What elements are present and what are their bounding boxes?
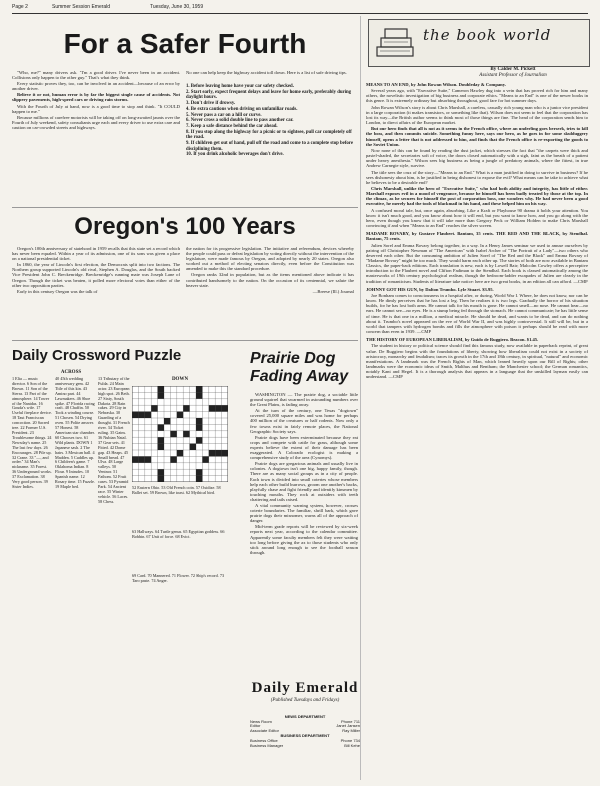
staff-role: News Room <box>250 718 272 724</box>
safer-fourth-p3: Believe it or not, human error is by far the biggest single cause of accidents. Not slippery pavements, high-speed cars or driving rain storms. <box>12 92 180 103</box>
black-square <box>158 392 164 398</box>
black-square <box>158 424 164 430</box>
review-heading-bovary: MADAME BOVARY, by Gustave Flaubert. Bantam, 35 cents. THE RED AND THE BLACK, by Stendhal. Bantam, 75 cents. <box>366 231 588 242</box>
staff-role: Business Office <box>250 737 278 743</box>
review-heading-johnny: JOHNNY GOT HIS GUN, by Dalton Trumbo. Lyle Stuart. $3.95. <box>366 286 494 292</box>
book-stack-icon <box>375 25 417 61</box>
crossword-clues-lower-left: 52 Eastern Ohio. 53 Old French coin. 57 Oxidize. 58 Ballet set. 59 Brown, like toast. 62 Mythical bird. <box>132 486 221 495</box>
book-world-logo <box>368 19 590 67</box>
staff-role: Associate Editor <box>250 727 279 733</box>
tip-item: 1. Before leaving home have your car safety checked. <box>186 84 294 89</box>
black-square <box>222 405 228 411</box>
tip-item: 5. Never pass a car on a hill or curve. <box>186 112 262 118</box>
oregon-column-1 <box>12 246 180 332</box>
black-square <box>145 412 151 418</box>
staff-row <box>250 729 360 734</box>
news-department-label: NEWS DEPARTMENT <box>284 714 326 719</box>
paper-name: Summer Session Emerald <box>52 4 111 10</box>
black-square <box>158 444 164 450</box>
oregon-c1p1: Oregon's 100th anniversary of statehood in 1959 recalls that this state set a record which has never been equaled. Within a year of its admission, one of its sons was given a place on a national presidential ticket. <box>12 246 180 262</box>
staff-box <box>250 714 360 748</box>
oregon-c1p3: Early in this century Oregon was the talk of <box>17 288 98 294</box>
black-square <box>202 456 208 462</box>
tip-item: 2. Start early, expect frequent delays and leave for home early, preferably during daylight hours. <box>186 89 352 101</box>
section-divider <box>12 340 358 341</box>
black-square <box>132 412 138 418</box>
prairie-p1: WASHINGTON — The prairie dog, a sociable little ground squirrel that swarmed in astounding numbers over the Great Plains, is fading away. <box>250 392 358 408</box>
black-square <box>196 437 202 443</box>
crossword-clues-lower-right: 69 Card. 70 Mannered. 71 Flower. 72 Ship's record. 73 Taro paste. 74 Anger. <box>132 574 225 583</box>
review-paragraph: But our hero finds that all is not as it seems in the French office, where an underling goes berserk, tries to kill the boss, and then commits suicide. Something funny here, says our hero, as he goes in for some skulduggery himself, opens a letter that is not addressed to him, and finds that the French office is re-exporting the goods to the Soviet Union. <box>366 126 588 147</box>
prairie-p4: Prairie dogs are gregarious animals and usually live in colonies. A dogtown isn't one big, happy family, though. There are as many social groups as in a city of people. Each town is divided into small coteries whose members help each other build burrows, groom one another's backs, playfully chase and fight friendly and identify kinsmen by touching mouths. They rock at outsiders with teeth chattering and tails raised. <box>250 461 358 502</box>
black-square <box>138 456 144 462</box>
review-paragraph: The student in history or political science should find this famous study, now available in paperback reprint, of great value. De Ruggiero begins with the foundations of liberty, showing how liberalism could not exist in a society of aristocracy, monarchy and feudalism; traces its growth in the 17th and 18th century, in spiritual, "natural" and economic manifestations. A landmark was the French Rights of Man, which leaned heavily upon our Bill of Rights; other landmarks were the economic ideas of Smith, Malthus and Bentham; the Manchester school; the German romantics, notably Kant and Hegel. It is a thorough analysis that appears in a language that the unskilled layman easily can understand. —CMP <box>366 343 588 380</box>
oregon-c1p2: In 1860, the year of Lincoln's first election, the Democrats split into two factions. The Northern group supported Lincoln's old rival, Stephen A. Douglas, and the South backed Vice President John C. Breckenridge. Breckenridge's running mate was Joseph Lane of Oregon. Though the ticket was beaten, it polled more electoral votes than either of the other two opposition parties. <box>12 262 180 288</box>
black-square <box>158 476 164 482</box>
black-square <box>196 424 202 430</box>
tip-item: 8. If you stop along the highway for a picnic or to sightsee, pull car completely off the road. <box>186 129 352 141</box>
black-square <box>158 437 164 443</box>
crossword-grid[interactable] <box>132 386 228 482</box>
review-paragraph: Joe Bonham comes to consciousness in a hospital after, or during, World War I. Where, he does not know, nor can he know. He dimly perceives that he has lost a leg. Then he realizes it is two legs. Gradually the horror of his situation builds, for he has lost both arms. He cannot talk for his mouth is gone. He cannot smell—no nose. He cannot hear—no ears. He cannot see—no eyes. He is a stump being fed through the stomach. He cannot communicate; he has little sense of time. He is that one in a million, a medical miracle. He should be dead, and wants to be dead, and can do nothing about it. Trumbo's novel appeared on the eve of World War II, and was highly controversial. It still will be, but in a world that tampers with hydrogen bombs and fills the atmosphere with poison it perhaps should be read with more concern than even in 1939. —CMP <box>366 292 588 335</box>
staff-name: Phone 734 <box>340 737 360 743</box>
black-square <box>196 476 202 482</box>
safer-fourth-intro: "Who, me?" many drivers ask. "I'm a good driver. I've never been in an accident. Collisions only happen to the other guy." That's what they think. <box>12 70 180 81</box>
review-paragraph: The title sees the crux of the story—"Means to an End." What is a man justified in doing to survive in business? If he sees dishonesty about him, is he justified in being dishonest to expose the evil? What means can he take to achieve what he believes to be a desirable end? <box>366 169 588 185</box>
oregon-c2p1: the nation for its progressive legislation. The initiative and referendum, devices whereby the people could pass or defeat legislation by voting directly without the intervention of the legislature, were made famous by Oregon, and adopted by nearly 20 states. Oregon also worked out a method of electing senators directly, even before the Constitution was amended to make this the standard procedure. <box>186 246 354 272</box>
safer-fourth-p4: With the Fourth of July at hand, now is a good time to stop and think. "It COULD happen to me." <box>12 103 180 114</box>
black-square <box>145 456 151 462</box>
tip-item: 3. Don't drive if drowsy. <box>186 101 236 107</box>
staff-name: Bill Kehe <box>344 742 360 748</box>
safer-fourth-p2: Every statistic proves they, too, can be involved in an accident—because of an error by another driver. <box>12 81 180 92</box>
issue-date: Tuesday, June 30, 1959 <box>150 4 204 10</box>
crossword-clues-col-1: 1 Elia — music director. 6 Son of the Brown. 11 Son of the Sierra. 13 Part of the atmosphere. 14 Tower of the Nanidas. 16 Gouda's wife. 17 Useful fireplace device. 18 Taut Franciscan concoction. 20 Sacred tree. 22 Former U.S. President. 23 Troublesome things. 24 Newsday's name. 25 The last few days. 26 Encourages. 28 Pile up. 32 Crane. 33 "—, and order." 34 Man's nickname. 35 Forest. 36 Underground works. 37 Exclamation. 38 Very good person. 39 Sister Indies. <box>12 377 52 489</box>
crossword-clues-lower-mid: 63 Hallways. 64 Turtle genus. 65 Egyptian goddess. 66 Bobbin. 67 Unit of force. 68 Evict. <box>132 530 225 539</box>
black-square <box>138 412 144 418</box>
black-square <box>158 469 164 475</box>
tip-item: 9. If children get out of hand, pull off the road and come to a complete stop before disciplining them. <box>186 141 353 152</box>
black-square <box>170 431 176 437</box>
oregon-c2p2: Oregon ranks 32nd in population, but as the items mentioned above indicate it has contributed handsomely to the nation. On the occasion of its centennial, we salute the beaver state. <box>186 272 354 288</box>
prairie-p3: Prairie dogs have been exterminated because they eat crops and compete with cattle for grass, although some experts believe the extent of their damage has been exaggerated. A Colorado ecologist is making a comprehensive study of the area (Cynomys). <box>250 434 358 461</box>
black-square <box>215 450 221 456</box>
oregon-column-2 <box>186 246 354 336</box>
tip-item: 7. Keep a safe distance behind the car ahead. <box>186 123 278 129</box>
staff-role: Business Manager <box>250 742 284 748</box>
black-square <box>196 392 202 398</box>
black-square <box>170 456 176 462</box>
prairie-dog-headline: Prairie Dog Fading Away <box>250 350 349 385</box>
masthead-subtitle: (Published Tuesdays and Fridays) <box>270 698 340 703</box>
book-world-title: the book world <box>423 26 552 44</box>
black-square <box>196 469 202 475</box>
book-world-byline-role: Assistant Professor of Journalism <box>479 73 547 78</box>
review-heading-means: MEANS TO AN END, by John Rowan Wilson. Doubleday & Company. <box>366 82 506 87</box>
prairie-dog-article <box>250 392 358 674</box>
crossword-headline: Daily Crossword Puzzle <box>12 347 182 364</box>
black-square <box>190 444 196 450</box>
prairie-p2: At the turn of the century, one Texas "dogtown" covered 25,000 square miles and was home for perhaps 400 million of the creatures or half rodents. Now only a few towns exist in fairly remote places, the National Geographic Society says. <box>250 408 358 434</box>
review-heading-history: THE HISTORY OF EUROPEAN LIBERALISM, by Guido de Ruggiero. Beacon. $1.45. <box>366 337 539 343</box>
safer-fourth-p5: Because millions of carefree motorists will be taking off on long-awaited jaunts over the Fourth of July weekend, safety consultants urge each and every driver to use extra care and caution on car-crowded streets and highways. <box>12 114 180 130</box>
down-title: DOWN <box>171 377 189 382</box>
safe-driving-tips <box>186 84 354 158</box>
review-paragraph: Chris Marshall, unlike the hero of "Executive Suite," who had both ability and integrity, has little of either. Marshall exposes evil in a mood of vengeance, because he himself has been badly treated by those at the top. In the climax, as he secures for himself the post of corporation boss, one wonders why. He had never been a good executive, he merely had the tools of blackmail in his hand, and these helped him on his way. <box>366 185 588 207</box>
black-square <box>158 386 164 392</box>
staff-row <box>250 744 360 749</box>
black-square <box>132 456 138 462</box>
black-square <box>196 386 202 392</box>
staff-name: Phone 711 <box>340 718 360 724</box>
oregon-signature: —Breese (Ill.) Journal <box>312 288 354 294</box>
black-square <box>164 418 170 424</box>
book-world-byline: By Calder M. Pickett <box>490 67 536 72</box>
review-paragraph: Now none of this can be found by reading the dust jacket, which stresses the fact that "the carpets were thick and pastel-shaded, the secretaries soft of voice, the doors closed automatically with a sigh, faint as the breath of a patient under heavy anesthesia." Wilson sees big business as being a jungle of predatory animals, where the fittest, in true Andrew Carnegie style, survive. <box>366 147 588 169</box>
staff-name: Ray Miller <box>342 727 360 733</box>
masthead <box>250 680 360 703</box>
tip-item: 4. Be extra cautious when driving on unfamiliar roads. <box>186 106 298 112</box>
review-paragraph: A confused moral tale, but, once again, absorbing. Like a Kraft or Playhouse 90 drama it holds your attention. You know it isn't much good, and you know about how it will end, but you want to know how, and you go along with the hero, even though you know that it will take more than Gregory Peck or William Holden to make Chris Marshall convincing if and when "Means to an End" reaches the silver screen. <box>366 207 588 229</box>
crossword-clues-col-2: 40 45th wedding anniversary gem. 42 Title of this kin. 43 Amino part. 44 Lawmakers. 46 Shoe spike. 47 Florida racing craft. 48 Chaffin. 50 Took a winding course. 51 Chosen. 54 Drying oven. 55 Polite answer. 57 Honest. 58 American star chamber. 60 Chooses two. 61 Wild plants. DOWN 1 Japanese sash. 2 The hairs. 3 Mexican ball. 4 Madden. 5 Cuddles up. 6 Children's game. 7 Oklahoma Indian. 8 Flour. 9 Intrudes. 10 Spanish name. 12 Rosary time. 15 Fuzzle. 19 Maple bed. <box>55 377 95 489</box>
tip-item: 10. If you drink alcoholic beverages don't drive. <box>186 152 284 158</box>
black-square <box>183 431 189 437</box>
review-paragraph: John Rowan Wilson's story is about Chris Marshall, a careless, casually rich young man who is a junior vice president in a large corporation (it makes transistors, or something like that). Wilson does not seem to feel that the corporation has lost its way—the British author seems to think most of those things are fine. The head of the corporation sends him to London, to direct affairs of the European market. <box>366 104 588 126</box>
black-square <box>222 450 228 456</box>
book-world-column <box>366 82 588 780</box>
prairie-p6: Mid-term grade reports will be reviewed by six-week reports next year, according to the calendar committee. Apparently some faculty members felt they were waiting too long before giving the ax to those students who only stick around long enough to see the football season through. <box>250 524 358 555</box>
section-divider <box>12 207 358 208</box>
black-square <box>215 405 221 411</box>
staff-role: Editor <box>250 723 261 729</box>
review-paragraph: Julien Sorel and Emma Bovary belong together, in a way. In a Henry James seminar we used to amuse ourselves by pairing off Christopher Newman of "The American" with Isabel Archer of "The Portrait of a Lady"—two others who deserved each other. But the consuming ambition of Julien Sorel of "The Red and the Black" and Emma Bovary of "Madame Bovary" might be too much. They would harm each other up. The stories of both are now available in Bantam Classics, the paper-back editions. Each translation is new, each is by Lowell Bair; Malcolm Cowley offers a perceptive introduction to the Flaubert novel and Clifton Fadiman to the Stendhal. Each book is classed automatically among the masterworks of 19th century psychological realism, though the bedroom-ladder escapades of Julien are clearly in the tradition of romanticism. Students of literature take notice: here are two great books, in an edition all can afford. —CMP <box>366 242 588 284</box>
black-square <box>177 412 183 418</box>
business-department-label: BUSINESS DEPARTMENT <box>280 733 330 739</box>
column-divider <box>360 16 361 780</box>
black-square <box>183 405 189 411</box>
safer-fourth-headline: For a Safer Fourth <box>63 28 307 59</box>
page-number: Page 2 <box>12 4 28 10</box>
review-paragraph: Several years ago, with "Executive Suite," Cameron Hawley dug into a vein that has proved rich for him and many others, the novelistic investigation of big business and corporate ethics. "Means to an End" is one of the newer books in this genre. It is extremely ordinary but absorbing throughout, good fare for hot summer days. <box>366 88 588 104</box>
masthead-title: Daily Emerald <box>251 680 359 696</box>
black-square <box>151 405 157 411</box>
tip-item: 6. Never cross a solid double line to pass another car. <box>186 118 294 124</box>
crossword-clues-col-3: 13 Tributary of the Fulda. 24 Main actor. 23 European high spot. 26 Beth. 27 Sixty, South Dakota. 28 Rain cakes. 29 City in Nebraska. 30 Guarding of a thought. 31 French river. 34 Ticket ruling. 35 Gains. 36 Nubian Natal. 37 Gear sets. 41 Fitted. 42 Dome gap. 43 Heaps. 45 Small bread. 47 Ulva. 48 Large valleys. 50 Ventnor. 51 Fathom. 52 Fruit cases. 53 Pyramid Park. 54 Ancient race. 55 Winter vehicle. 56 Laces. 58 Chess. <box>98 377 130 504</box>
header-divider <box>12 13 588 14</box>
across-title: ACROSS <box>60 370 82 375</box>
oregon-headline: Oregon's 100 Years <box>74 213 296 240</box>
safer-fourth-col2-intro: No one can help keep the highway accident toll down. Here is a list of safe driving tips. <box>186 70 347 75</box>
black-square <box>209 405 215 411</box>
staff-name: Janet Jansen <box>336 723 360 729</box>
black-square <box>177 450 183 456</box>
black-square <box>209 450 215 456</box>
grid-border <box>132 386 228 482</box>
black-square <box>196 418 202 424</box>
prairie-p5: A vital community warning system, however, crosses coterie boundaries. The familiar, shrill bark, which gave prairie dogs their misnomer, warns all of the approach of danger. <box>250 502 358 524</box>
